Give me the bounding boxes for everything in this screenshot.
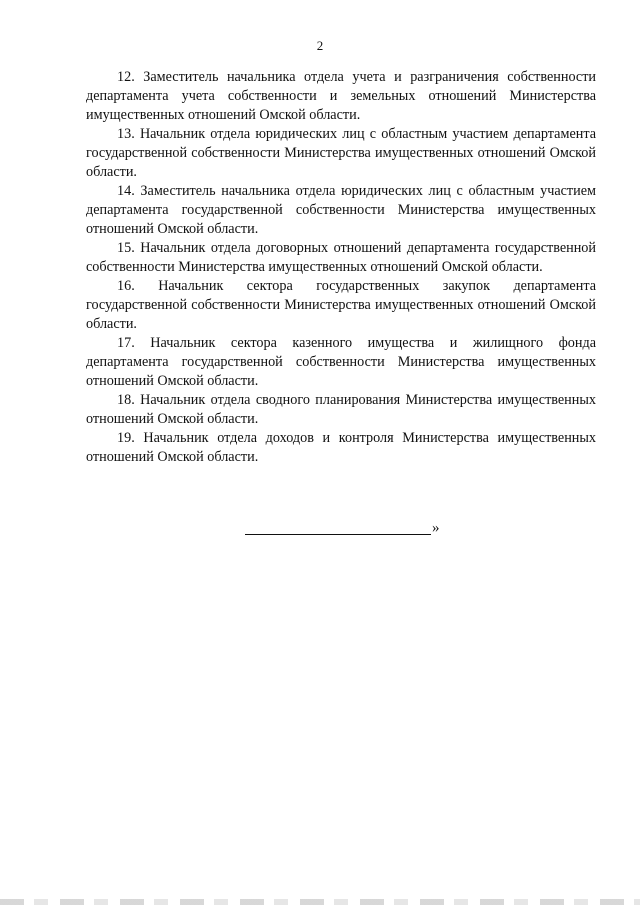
closing-underline: [245, 534, 431, 535]
list-item: 19. Начальник отдела доходов и контроля Министерства имущественных отношений Омской области.: [86, 430, 596, 465]
list-item: 13. Начальник отдела юридических лиц с областным участием департамента государственной собственности Министерства имущественных отношений Омской области.: [86, 126, 596, 180]
list-item: 14. Заместитель начальника отдела юридических лиц с областным участием департамента государственной собственности Министерства имущественных отношений Омской области.: [86, 183, 596, 237]
list-item: 12. Заместитель начальника отдела учета и разграничения собственности департамента учета собственности и земельных отношений Министерства имущественных отношений Омской области.: [86, 69, 596, 123]
list-item: 18. Начальник отдела сводного планирования Министерства имущественных отношений Омской области.: [86, 392, 596, 427]
document-body: [86, 68, 596, 467]
closing-mark: [245, 520, 445, 540]
list-item: 17. Начальник сектора казенного имущества и жилищного фонда департамента государственной собственности Министерства имущественных отношений Омской области.: [86, 335, 596, 389]
list-item: 15. Начальник отдела договорных отношений департамента государственной собственности Министерства имущественных отношений Омской области.: [86, 240, 596, 275]
page-number: 2: [316, 38, 324, 53]
closing-quote: »: [432, 520, 440, 536]
scan-edge-strip: [0, 899, 640, 905]
list-item: 16. Начальник сектора государственных закупок департамента государственной собственности Министерства имущественных отношений Омской области.: [86, 278, 596, 332]
